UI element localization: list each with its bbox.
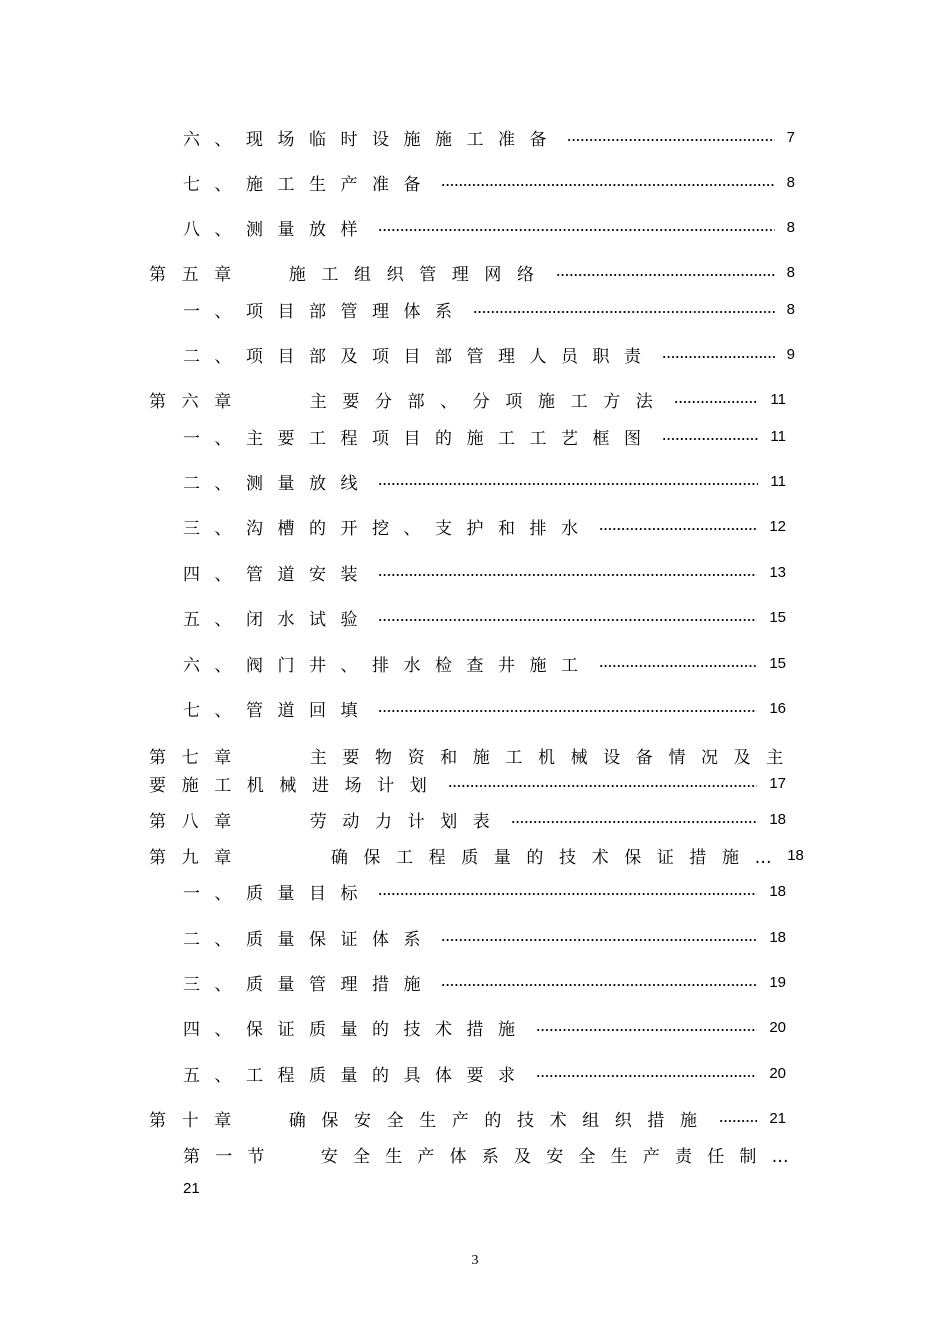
toc-entry-page: 20 bbox=[769, 1064, 786, 1082]
toc-dot-leader bbox=[719, 1120, 758, 1122]
toc-entry-title[interactable]: 第一节 安全生产体系及安全生产责任制… bbox=[183, 1147, 804, 1167]
toc-entry[interactable] bbox=[149, 1105, 786, 1131]
toc-entry[interactable] bbox=[183, 468, 786, 494]
toc-entry-page: 8 bbox=[786, 218, 795, 236]
toc-entry-page: 9 bbox=[786, 345, 795, 363]
toc-entry-title: 第九章 确保工程质量的技术保证措施… bbox=[149, 847, 788, 868]
toc-entry-title: 一、主要工程项目的施工工艺框图 bbox=[183, 428, 656, 449]
toc-entry-page: 20 bbox=[769, 1018, 786, 1036]
toc-dot-leader bbox=[662, 356, 775, 358]
toc-entry[interactable] bbox=[183, 695, 786, 721]
toc-entry-title: 二、测量放线 bbox=[183, 473, 372, 494]
toc-entry[interactable] bbox=[149, 806, 786, 832]
toc-entry-title: 七、管道回填 bbox=[183, 700, 372, 721]
toc-entry-title: 第十章 确保安全生产的技术组织措施 bbox=[149, 1110, 713, 1131]
toc-entry[interactable] bbox=[149, 770, 786, 796]
toc-entry-page: 21 bbox=[183, 1180, 200, 1197]
toc-entry[interactable] bbox=[183, 924, 786, 950]
toc-entry[interactable] bbox=[183, 1060, 786, 1086]
toc-entry[interactable] bbox=[183, 650, 786, 676]
toc-dot-leader bbox=[378, 574, 757, 576]
toc-dot-leader bbox=[441, 984, 757, 986]
toc-entry-page: 12 bbox=[769, 517, 786, 535]
toc-entry-title: 四、管道安装 bbox=[183, 564, 372, 585]
toc-entry-page: 18 bbox=[769, 810, 786, 828]
toc-entry-title: 六、现场临时设施施工准备 bbox=[183, 129, 561, 150]
toc-dot-leader bbox=[378, 619, 757, 621]
toc-dot-leader bbox=[599, 665, 758, 667]
toc-dot-leader bbox=[674, 401, 758, 403]
toc-entry-page: 18 bbox=[787, 846, 804, 864]
toc-dot-leader bbox=[662, 438, 759, 440]
toc-dot-leader bbox=[473, 311, 775, 313]
toc-entry[interactable] bbox=[183, 604, 786, 630]
toc-entry-page: 8 bbox=[786, 300, 795, 318]
toc-dot-leader bbox=[536, 1075, 758, 1077]
page-number-footer: 3 bbox=[471, 1253, 479, 1268]
toc-entry-page: 17 bbox=[769, 774, 786, 792]
toc-entry-title: 五、工程质量的具体要求 bbox=[183, 1065, 530, 1086]
toc-entry[interactable] bbox=[183, 296, 795, 322]
toc-entry[interactable] bbox=[183, 423, 786, 449]
toc-entry-page: 18 bbox=[769, 882, 786, 900]
toc-entry-page: 13 bbox=[769, 563, 786, 581]
toc-entry-title: 六、阀门井、排水检查井施工 bbox=[183, 655, 593, 676]
toc-entry[interactable] bbox=[183, 513, 786, 539]
toc-dot-leader bbox=[378, 893, 757, 895]
toc-dot-leader bbox=[511, 821, 757, 823]
toc-entry-title: 八、测量放样 bbox=[183, 219, 372, 240]
toc-entry[interactable] bbox=[149, 259, 795, 285]
toc-entry[interactable] bbox=[149, 386, 786, 412]
toc-entry-page: 8 bbox=[786, 173, 795, 191]
toc-entry[interactable] bbox=[183, 169, 795, 195]
toc-dot-leader bbox=[599, 528, 758, 530]
toc-entry-title: 二、质量保证体系 bbox=[183, 929, 435, 950]
toc-dot-leader bbox=[441, 939, 757, 941]
toc-entry[interactable] bbox=[183, 341, 795, 367]
toc-entry-title: 七、施工生产准备 bbox=[183, 174, 435, 195]
toc-entry-page: 7 bbox=[786, 128, 795, 146]
toc-entry-title: 四、保证质量的技术措施 bbox=[183, 1019, 530, 1040]
toc-dot-leader bbox=[567, 139, 775, 141]
toc-entry-page: 16 bbox=[769, 699, 786, 717]
toc-entry-page: 15 bbox=[769, 608, 786, 626]
toc-entry-page: 15 bbox=[769, 654, 786, 672]
toc-entry-title: 第八章 劳动力计划表 bbox=[149, 811, 506, 832]
toc-entry-title: 第五章 施工组织管理网络 bbox=[149, 264, 550, 285]
toc-dot-leader bbox=[556, 274, 775, 276]
toc-entry-page: 11 bbox=[770, 427, 786, 445]
toc-entry-title: 第六章 主要分部、分项施工方法 bbox=[149, 391, 669, 412]
toc-entry[interactable] bbox=[183, 1014, 786, 1040]
toc-entry-page: 11 bbox=[770, 390, 786, 408]
toc-entry-title: 要施工机械进场计划 bbox=[149, 775, 443, 796]
toc-entry-page: 19 bbox=[769, 973, 786, 991]
toc-entry-page: 21 bbox=[769, 1109, 786, 1127]
toc-entry[interactable] bbox=[183, 214, 795, 240]
toc-entry-title-line1[interactable]: 第七章 主要物资和施工机械设备情况及主 bbox=[149, 748, 799, 768]
toc-entry-title: 三、沟槽的开挖、支护和排水 bbox=[183, 518, 593, 539]
toc-entry[interactable] bbox=[183, 878, 786, 904]
toc-dot-leader bbox=[448, 785, 757, 787]
toc-entry-title: 二、项目部及项目部管理人员职责 bbox=[183, 346, 656, 367]
toc-dot-leader bbox=[378, 229, 775, 231]
toc-dot-leader bbox=[441, 184, 775, 186]
toc-entry-title: 一、质量目标 bbox=[183, 883, 372, 904]
toc-entry[interactable] bbox=[183, 559, 786, 585]
toc-entry[interactable] bbox=[183, 969, 786, 995]
toc-dot-leader bbox=[536, 1029, 758, 1031]
toc-entry[interactable] bbox=[183, 124, 795, 150]
toc-entry-page: 8 bbox=[786, 263, 795, 281]
toc-dot-leader bbox=[378, 710, 757, 712]
toc-entry-title: 五、闭水试验 bbox=[183, 609, 372, 630]
toc-entry-page: 18 bbox=[769, 928, 786, 946]
toc-entry-page: 11 bbox=[770, 472, 786, 490]
toc-entry[interactable] bbox=[149, 842, 804, 868]
toc-entry-title: 一、项目部管理体系 bbox=[183, 301, 467, 322]
toc-entry-title: 三、质量管理措施 bbox=[183, 974, 435, 995]
toc-dot-leader bbox=[378, 483, 758, 485]
